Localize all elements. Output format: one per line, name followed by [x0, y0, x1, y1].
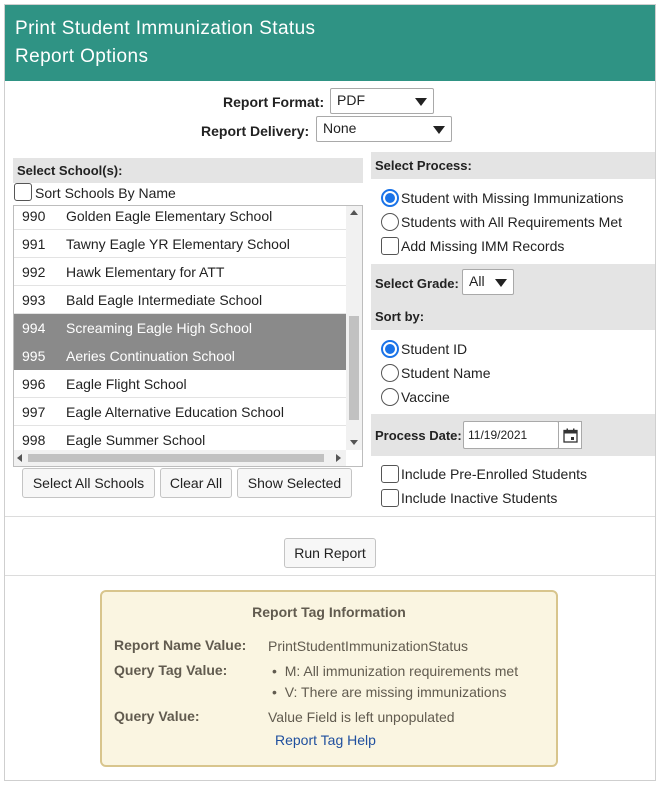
school-name: Eagle Alternative Education School [66, 404, 284, 420]
clear-all-button[interactable]: Clear All [160, 468, 232, 498]
report-name-key: Report Name Value: [114, 637, 247, 653]
school-row[interactable] [14, 258, 346, 286]
school-name: Aeries Continuation School [66, 348, 235, 364]
page-header [5, 5, 655, 81]
sort-vaccine-radio[interactable] [381, 388, 399, 406]
chevron-down-icon [433, 126, 445, 134]
report-tag-help-link[interactable]: Report Tag Help [275, 732, 376, 748]
school-code: 993 [22, 292, 46, 308]
report-options-panel [4, 4, 656, 781]
chevron-down-icon [415, 98, 427, 106]
query-value-key: Query Value: [114, 708, 200, 724]
sort-student-id-radio[interactable] [381, 340, 399, 358]
process-all-met-radio[interactable] [381, 213, 399, 231]
school-name: Tawny Eagle YR Elementary School [66, 236, 290, 252]
school-name: Eagle Summer School [66, 432, 206, 448]
school-code: 995 [22, 348, 46, 364]
query-tag-text: V: There are missing immunizations [284, 684, 507, 700]
page-title: Print Student Immunization Status [15, 18, 316, 39]
scroll-right-icon[interactable] [336, 454, 341, 462]
process-date-input[interactable]: 11/19/2021 [463, 421, 559, 449]
horizontal-scroll-thumb[interactable] [28, 454, 324, 462]
school-row[interactable] [14, 398, 346, 426]
school-name: Bald Eagle Intermediate School [66, 292, 263, 308]
report-name-value: PrintStudentImmunizationStatus [268, 638, 468, 654]
process-date-label: Process Date: [375, 428, 462, 443]
select-process-heading: Select Process: [371, 152, 655, 179]
school-row-selected[interactable] [14, 342, 346, 370]
school-name: Eagle Flight School [66, 376, 187, 392]
grade-select[interactable] [462, 269, 514, 295]
report-delivery-select[interactable] [316, 116, 452, 142]
report-delivery-value: None [323, 120, 357, 136]
report-tag-info-box [100, 590, 558, 767]
school-name: Hawk Elementary for ATT [66, 264, 225, 280]
school-code: 990 [22, 208, 46, 224]
select-grade-label: Select Grade: [375, 276, 459, 291]
school-listbox[interactable] [13, 205, 363, 467]
show-selected-button[interactable]: Show Selected [237, 468, 352, 498]
select-all-schools-button[interactable]: Select All Schools [22, 468, 155, 498]
divider [5, 516, 655, 517]
scroll-up-icon[interactable] [350, 210, 358, 215]
sort-vaccine-label: Vaccine [401, 389, 450, 405]
query-tag-item: • V: There are missing immunizations [272, 684, 507, 700]
query-tag-text: M: All immunization requirements met [284, 663, 519, 679]
scroll-left-icon[interactable] [17, 454, 22, 462]
query-tag-key: Query Tag Value: [114, 662, 228, 678]
report-tag-title: Report Tag Information [252, 604, 406, 620]
school-code: 994 [22, 320, 46, 336]
vertical-scroll-thumb[interactable] [349, 316, 359, 420]
report-format-value: PDF [337, 92, 365, 108]
school-row[interactable] [14, 370, 346, 398]
select-schools-heading: Select School(s): [13, 158, 363, 183]
run-report-button[interactable]: Run Report [284, 538, 376, 568]
sort-student-name-label: Student Name [401, 365, 491, 381]
sort-student-id-label: Student ID [401, 341, 468, 357]
process-missing-radio[interactable] [381, 189, 399, 207]
school-code: 996 [22, 376, 46, 392]
vertical-scrollbar[interactable] [346, 206, 362, 450]
include-pre-enrolled-checkbox[interactable] [381, 465, 399, 483]
school-name: Golden Eagle Elementary School [66, 208, 273, 224]
report-format-select[interactable] [330, 88, 434, 114]
chevron-down-icon [495, 279, 507, 287]
school-code: 992 [22, 264, 46, 280]
sort-schools-label: Sort Schools By Name [35, 185, 176, 201]
school-code: 997 [22, 404, 46, 420]
include-inactive-checkbox[interactable] [381, 489, 399, 507]
include-pre-enrolled-label: Include Pre-Enrolled Students [401, 466, 587, 482]
sort-schools-checkbox[interactable] [14, 183, 32, 201]
school-row-selected[interactable] [14, 314, 346, 342]
query-value: Value Field is left unpopulated [268, 709, 455, 725]
process-all-met-label: Students with All Requirements Met [401, 214, 622, 230]
scroll-down-icon[interactable] [350, 440, 358, 445]
page-subtitle: Report Options [15, 46, 149, 67]
grade-value: All [469, 273, 485, 289]
include-inactive-label: Include Inactive Students [401, 490, 558, 506]
horizontal-scrollbar[interactable] [14, 450, 346, 466]
process-missing-label: Student with Missing Immunizations [401, 190, 624, 206]
calendar-icon [563, 428, 578, 443]
school-row[interactable] [14, 230, 346, 258]
add-missing-imm-label: Add Missing IMM Records [401, 238, 565, 254]
query-tag-item: • M: All immunization requirements met [272, 663, 519, 679]
divider [5, 575, 655, 576]
report-delivery-label: Report Delivery: [201, 123, 310, 139]
school-name: Screaming Eagle High School [66, 320, 252, 336]
sort-student-name-radio[interactable] [381, 364, 399, 382]
sort-by-heading: Sort by: [371, 304, 655, 330]
calendar-button[interactable] [558, 421, 582, 449]
school-code: 998 [22, 432, 46, 448]
school-row[interactable] [14, 286, 346, 314]
report-format-label: Report Format: [223, 94, 325, 110]
school-code: 991 [22, 236, 46, 252]
add-missing-imm-checkbox[interactable] [381, 237, 399, 255]
school-row[interactable] [14, 205, 346, 230]
